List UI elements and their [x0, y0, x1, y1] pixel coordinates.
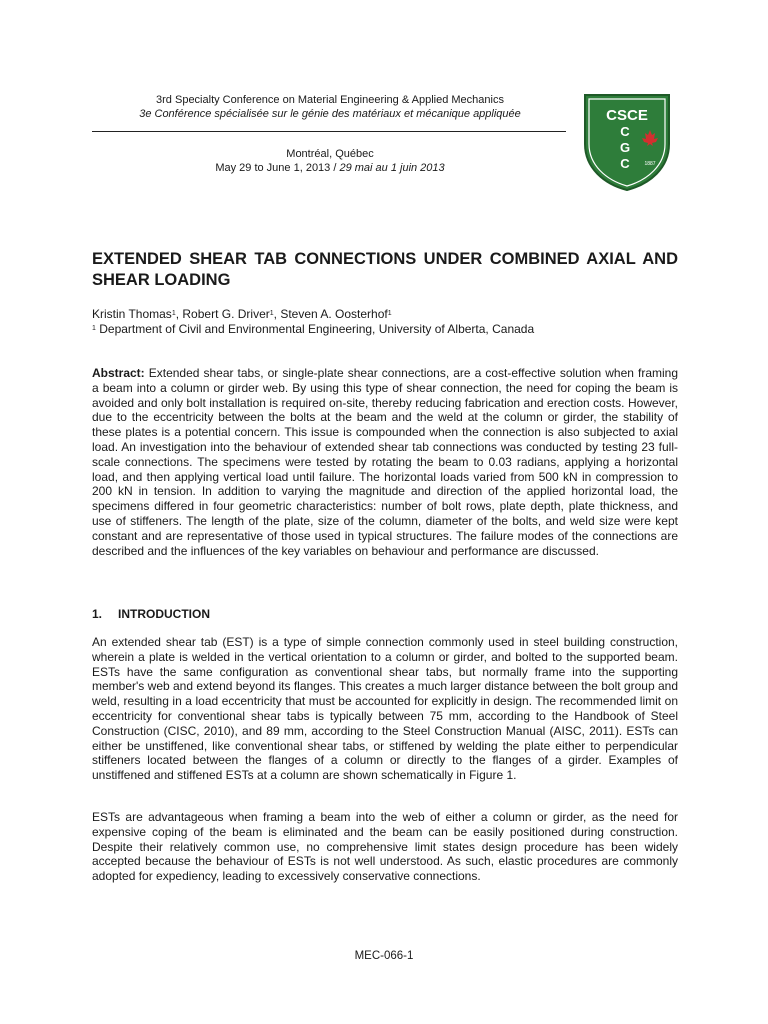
abstract	[92, 366, 678, 558]
author-affil-mark: 1	[171, 310, 176, 317]
section-number: 1.	[92, 607, 103, 621]
conference-title-en: 3rd Specialty Conference on Material Engineering & Applied Mechanics	[156, 94, 504, 106]
logo-year: 1887	[644, 161, 656, 167]
section-heading-introduction	[92, 607, 210, 621]
author-name: Steven A. Oosterhof	[280, 307, 388, 321]
affiliation-text: Department of Civil and Environmental Engineering, University of Alberta, Canada	[95, 322, 535, 336]
abstract-label: Abstract:	[92, 366, 145, 380]
page-footer-id: MEC-066-1	[354, 950, 414, 962]
conference-header	[92, 93, 568, 121]
header-rule	[92, 131, 566, 132]
paper-title: EXTENDED SHEAR TAB CONNECTIONS UNDER COMBINED AXIAL AND SHEAR LOADING	[92, 250, 678, 289]
author-affil-mark: 1	[387, 310, 392, 317]
csce-logo	[582, 92, 672, 192]
author-affil-mark: 1	[269, 310, 274, 317]
location-city: Montréal, Québec	[286, 148, 374, 160]
affiliation	[92, 321, 678, 337]
logo-letter-1: C	[620, 124, 630, 139]
affiliation-mark: 1	[92, 325, 96, 332]
conference-title-fr: 3e Conférence spécialisée sur le génie des matériaux et mécanique appliquée	[139, 108, 521, 120]
author-list: Kristin Thomas$^1$, Robert G. Driver$^1$, Steven A. Oosterhof$^1$	[92, 307, 392, 321]
logo-text-top: CSCE	[606, 107, 648, 124]
abstract-text: Extended shear tabs, or single-plate shear connections, are a cost-effective solution when framing a beam into a column or girder web. By using this type of shear connection, the need for coping the beam is avoided and only bolt installation is required on-site, thereby reducing fabrication and erection costs. However, due to the eccentricity between the bolts at the beam and the weld at the column or girder, the stability of these plates is a potential concern. This issue is compounded when the connection is also subjected to axial load. An investigation into the behaviour of extended shear tab connections was conducted by testing 23 full-scale connections. The specimens were tested by rotating the beam to 0.03 radians, applying a horizontal load, and then applying vertical load until failure. The horizontal loads varied from 500 kN in compression to 200 kN in tension. In addition to varying the magnitude and direction of the applied horizontal load, the specimens differed in four geometric characteristics: number of bolt rows, plate depth, plate thickness, and use of stiffeners. The length of the plate, size of the column, diameter of the bolts, and weld size were kept constant and are representative of those used in typical structures. The failure modes of the connections are described and the influences of the key variables on behaviour and performance are discussed.	[92, 366, 678, 558]
author-name: Kristin Thomas	[92, 307, 172, 321]
dates-fr: 29 mai au 1 juin 2013	[339, 162, 445, 174]
dates-en: May 29 to June 1, 2013 /	[215, 162, 340, 174]
logo-letter-3: C	[620, 156, 630, 171]
author-name: Robert G. Driver	[182, 307, 270, 321]
conference-dates	[92, 161, 568, 175]
intro-paragraph-1: An extended shear tab (EST) is a type of simple connection commonly used in steel building construction, wherein a plate is welded in the vertical orientation to a column or girder, and bolted to the supported beam. ESTs have the same configuration as conventional shear tabs, but normally frame into the supporting member's web and extend beyond its flanges. This creates a much larger distance between the bolt group and weld, resulting in a load eccentricity that must be accounted for explicitly in design. The recommended limit on eccentricity for conventional shear tabs is typically between 75 mm, according to the Handbook of Steel Construction (CISC, 2010), and 89 mm, according to the Steel Construction Manual (AISC, 2011). ESTs can either be unstiffened, like conventional shear tabs, or stiffened by welding the plate either to perpendicular stiffeners located between the flanges of a column or directly to the flanges of a girder. Examples of unstiffened and stiffened ESTs at a column are shown schematically in Figure 1.	[92, 635, 678, 783]
conference-location	[92, 147, 568, 175]
intro-paragraph-2: ESTs are advantageous when framing a beam into the web of either a column or girder, as the need for expensive coping of the beam is eliminated and the beam can be easily positioned during construction. Despite their relatively common use, no comprehensive limit states design procedure has been widely accepted because the behaviour of ESTs is not well understood. As such, elastic procedures are commonly adopted for expediency, leading to excessively conservative connections.	[92, 810, 678, 884]
section-title: INTRODUCTION	[118, 607, 210, 621]
logo-letter-2: G	[619, 140, 631, 155]
